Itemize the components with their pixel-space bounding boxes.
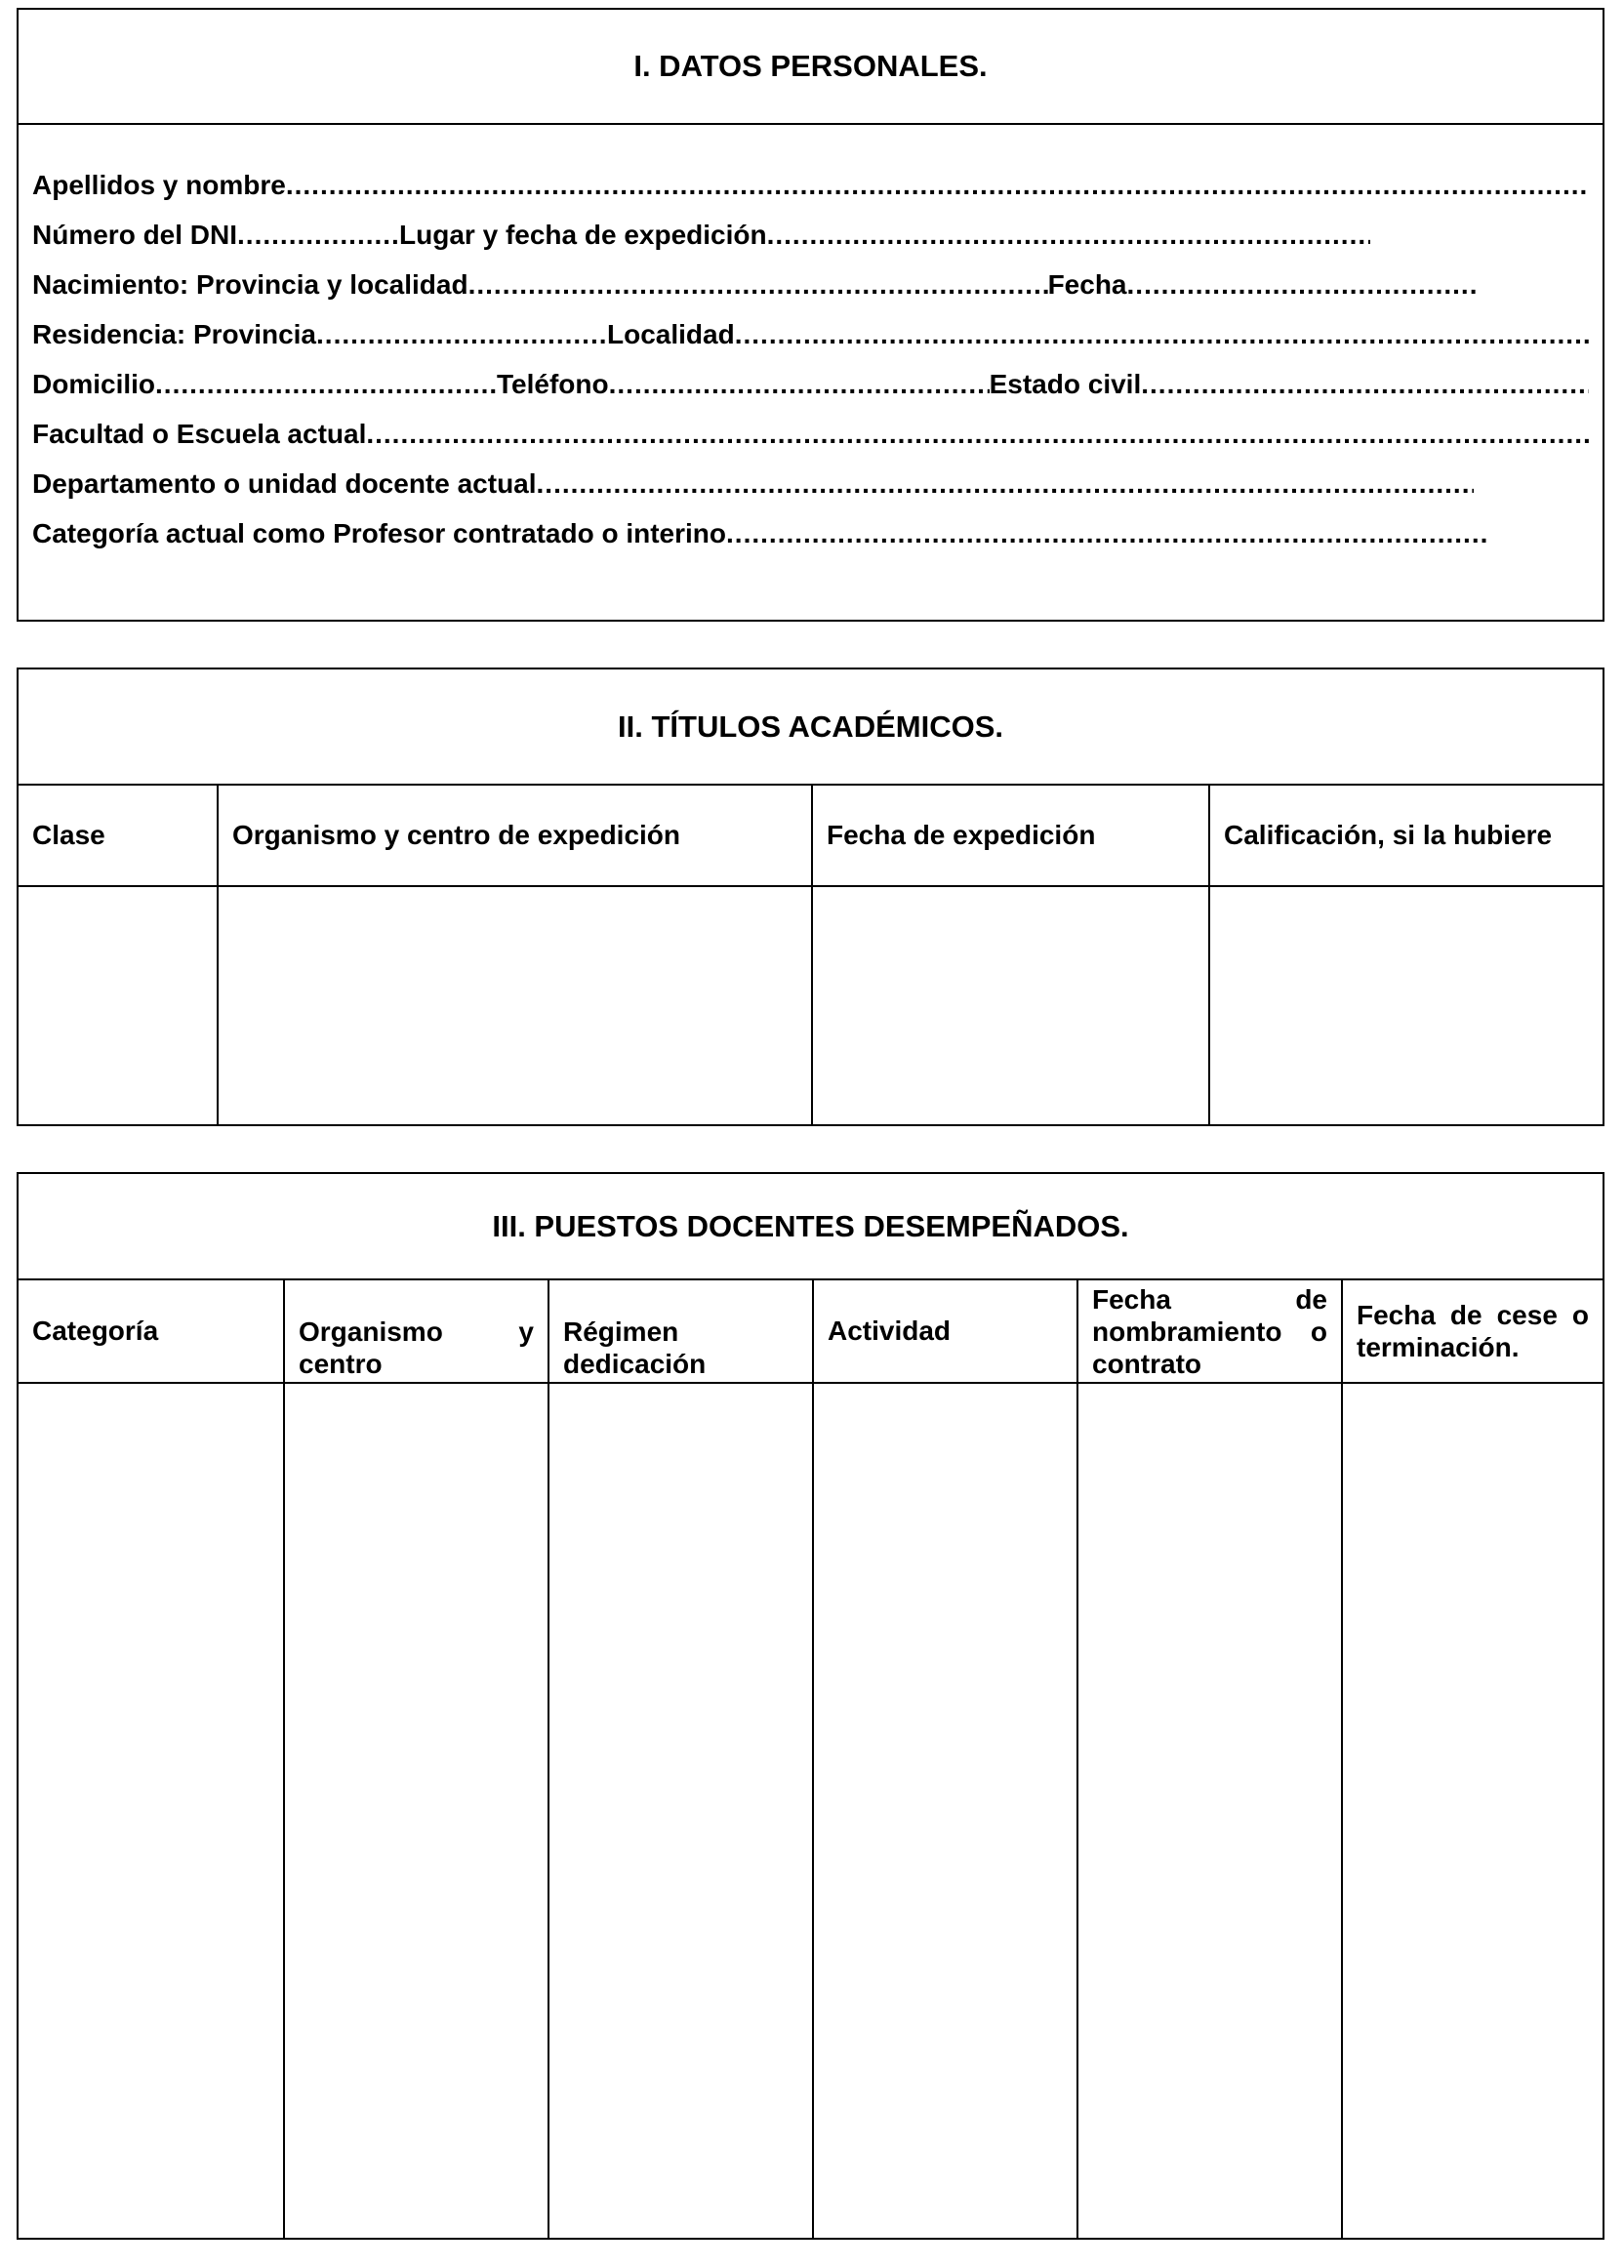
- field-departamento[interactable]: [32, 468, 1589, 518]
- header-categoria: Categoría: [19, 1280, 284, 1383]
- label-telefono: Teléfono: [497, 369, 609, 399]
- header-fecha-cese: Fecha de cese o terminación.: [1342, 1280, 1603, 1383]
- cell-fecha-nombramiento[interactable]: [1077, 1383, 1342, 2238]
- puestos-table: [19, 1280, 1603, 2238]
- cell-regimen-dedicacion[interactable]: [548, 1383, 813, 2238]
- field-categoria-actual[interactable]: [32, 518, 1589, 568]
- titulos-header-row: [19, 786, 1603, 886]
- cell-fecha-cese[interactable]: [1342, 1383, 1603, 2238]
- puestos-entry-row: [19, 1383, 1603, 2238]
- label-residencia-provincia: Residencia: Provincia: [32, 319, 317, 349]
- cell-calificacion[interactable]: [1209, 886, 1603, 1124]
- header-fecha-expedicion: Fecha de expedición: [812, 786, 1209, 886]
- field-residencia[interactable]: [32, 319, 1589, 369]
- field-dni-expedicion[interactable]: [32, 220, 1589, 269]
- field-nacimiento[interactable]: [32, 269, 1589, 319]
- puestos-docentes-section: [17, 1172, 1604, 2240]
- label-estado-civil: Estado civil: [989, 369, 1142, 399]
- label-fecha-nacimiento: Fecha: [1047, 269, 1127, 300]
- label-categoria-actual: Categoría actual como Profesor contratado o interino: [32, 518, 727, 548]
- header-organismo-expedicion: Organismo y centro de expedición: [218, 786, 812, 886]
- cell-categoria[interactable]: [19, 1383, 284, 2238]
- cell-fecha-expedicion[interactable]: [812, 886, 1209, 1124]
- field-domicilio[interactable]: [32, 369, 1589, 419]
- label-domicilio: Domicilio: [32, 369, 156, 399]
- header-actividad: Actividad: [813, 1280, 1077, 1383]
- label-lugar-fecha-expedicion: Lugar y fecha de expedición: [399, 220, 767, 250]
- titulos-academicos-section: [17, 668, 1604, 1126]
- cell-organismo-expedicion[interactable]: [218, 886, 812, 1124]
- label-departamento: Departamento o unidad docente actual: [32, 468, 537, 499]
- datos-personales-fields: [19, 125, 1603, 568]
- titulos-table: [19, 786, 1603, 1124]
- cell-clase[interactable]: [19, 886, 218, 1124]
- cell-actividad[interactable]: [813, 1383, 1077, 2238]
- header-regimen-dedicacion: Régimen dedicación: [548, 1280, 813, 1383]
- datos-personales-title: I. DATOS PERSONALES.: [19, 10, 1603, 125]
- label-nacimiento: Nacimiento: Provincia y localidad: [32, 269, 468, 300]
- label-apellidos-nombre: Apellidos y nombre: [32, 170, 286, 200]
- field-facultad[interactable]: [32, 419, 1589, 468]
- label-localidad: Localidad: [607, 319, 735, 349]
- header-calificacion: Calificación, si la hubiere: [1209, 786, 1603, 886]
- puestos-docentes-title: III. PUESTOS DOCENTES DESEMPEÑADOS.: [19, 1174, 1603, 1280]
- field-apellidos-nombre[interactable]: [32, 170, 1589, 220]
- label-facultad: Facultad o Escuela actual: [32, 419, 367, 449]
- header-clase: Clase: [19, 786, 218, 886]
- datos-personales-section: [17, 8, 1604, 622]
- header-fecha-nombramiento: Fecha de nombramiento o contrato: [1077, 1280, 1342, 1383]
- cell-organismo-centro[interactable]: [284, 1383, 548, 2238]
- titulos-entry-row: [19, 886, 1603, 1124]
- header-organismo-centro: Organismo y centro: [284, 1280, 548, 1383]
- label-dni: Número del DNI: [32, 220, 238, 250]
- puestos-header-row: [19, 1280, 1603, 1383]
- titulos-academicos-title: II. TÍTULOS ACADÉMICOS.: [19, 669, 1603, 786]
